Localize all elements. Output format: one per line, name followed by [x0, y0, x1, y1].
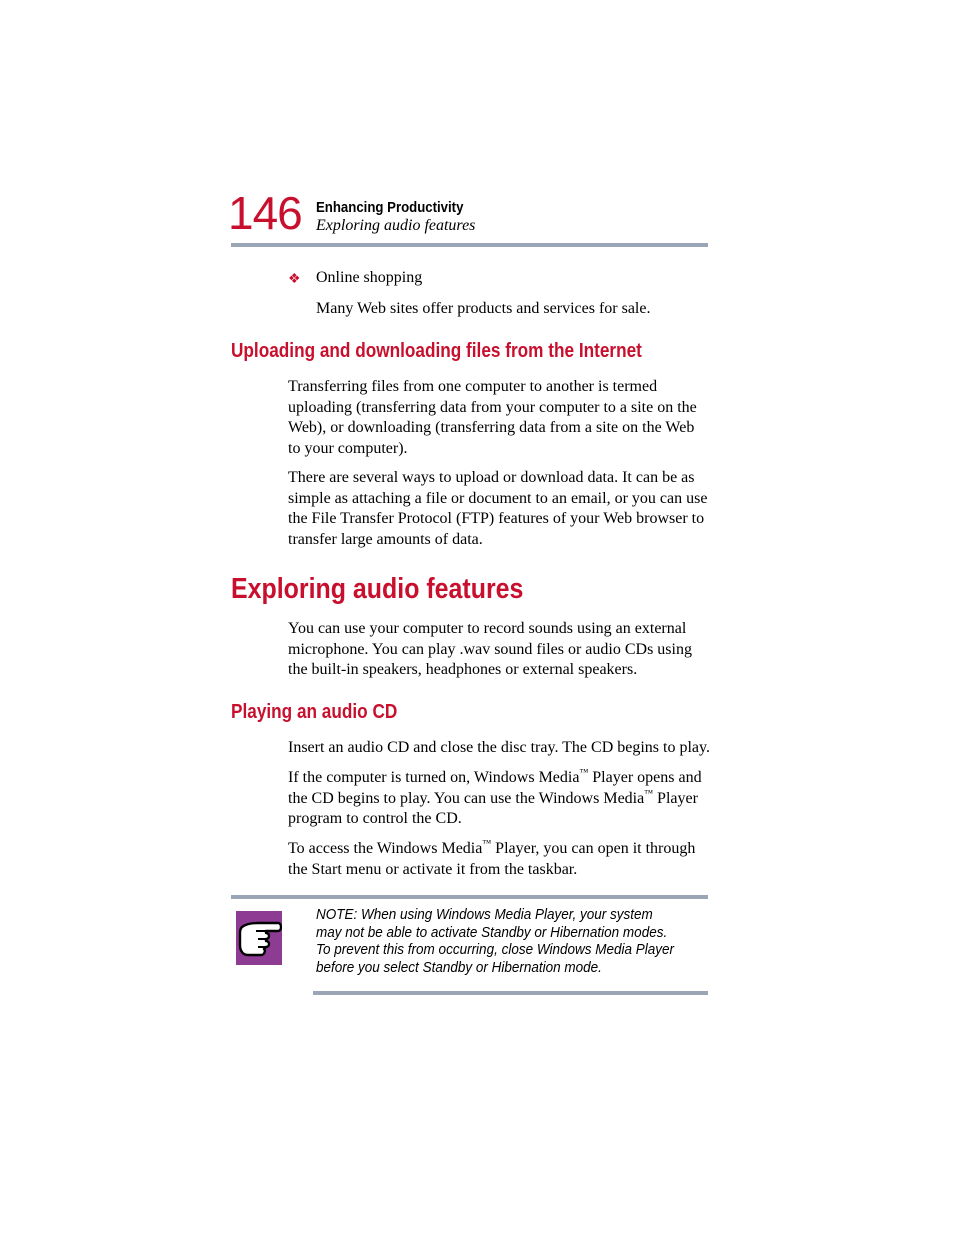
cd-heading: Playing an audio CD [231, 701, 398, 723]
cd-paragraph-2-part-a: If the computer is turned on, Windows Media [288, 769, 580, 786]
trademark-symbol: ™ [579, 767, 589, 777]
bullet-label: Online shopping [316, 269, 423, 286]
note-bottom-rule [313, 991, 708, 995]
chapter-title: Enhancing Productivity [316, 199, 464, 216]
cd-paragraph-3 [288, 839, 708, 880]
page-number: 146 [228, 187, 302, 239]
bullet-icon: ❖ [288, 272, 301, 287]
pointing-hand-icon [236, 911, 282, 965]
cd-paragraph-2-part-c: Player program to control the CD. [288, 789, 698, 827]
trademark-symbol: ™ [482, 838, 492, 848]
audio-heading: Exploring audio features [231, 573, 524, 605]
running-section-title: Exploring audio features [316, 217, 476, 234]
upload-paragraph-1: Transferring files from one computer to another is termed uploading (transferring data from your computer to a site on the Web), or downloading (transferring data from a site on the Web to your computer). [288, 378, 697, 457]
note-text: NOTE: When using Windows Media Player, your system may not be able to activate Standby or Hibernation modes. To prevent this from occurring, close Windows Media Player before you select Standby or Hibernation mode. [316, 906, 675, 976]
audio-intro: You can use your computer to record sounds using an external microphone. You can play .wav sound files or audio CDs using the built-in speakers, headphones or external speakers. [288, 620, 692, 678]
cd-paragraph-2-part-b: Player opens and the CD begins to play. You can use the Windows Media [288, 769, 702, 807]
note-top-rule [231, 895, 708, 899]
trademark-symbol: ™ [644, 787, 654, 798]
cd-paragraph-3-part-a: To access the Windows Media [288, 840, 483, 857]
bullet-description: Many Web sites offer products and services for sale. [316, 300, 651, 317]
upload-heading: Uploading and downloading files from the Internet [231, 340, 642, 362]
upload-paragraph-2: There are several ways to upload or download data. It can be as simple as attaching a file or document to an email, or you can use the File Transfer Protocol (FTP) features of your Web browser to transfer large amounts of data. [288, 469, 708, 548]
cd-paragraph-1: Insert an audio CD and close the disc tray. The CD begins to play. [288, 739, 710, 756]
cd-paragraph-2 [288, 768, 708, 830]
header-rule [231, 243, 708, 247]
cd-paragraph-3-part-b: Player, you can open it through the Start menu or activate it from the taskbar. [288, 840, 696, 878]
